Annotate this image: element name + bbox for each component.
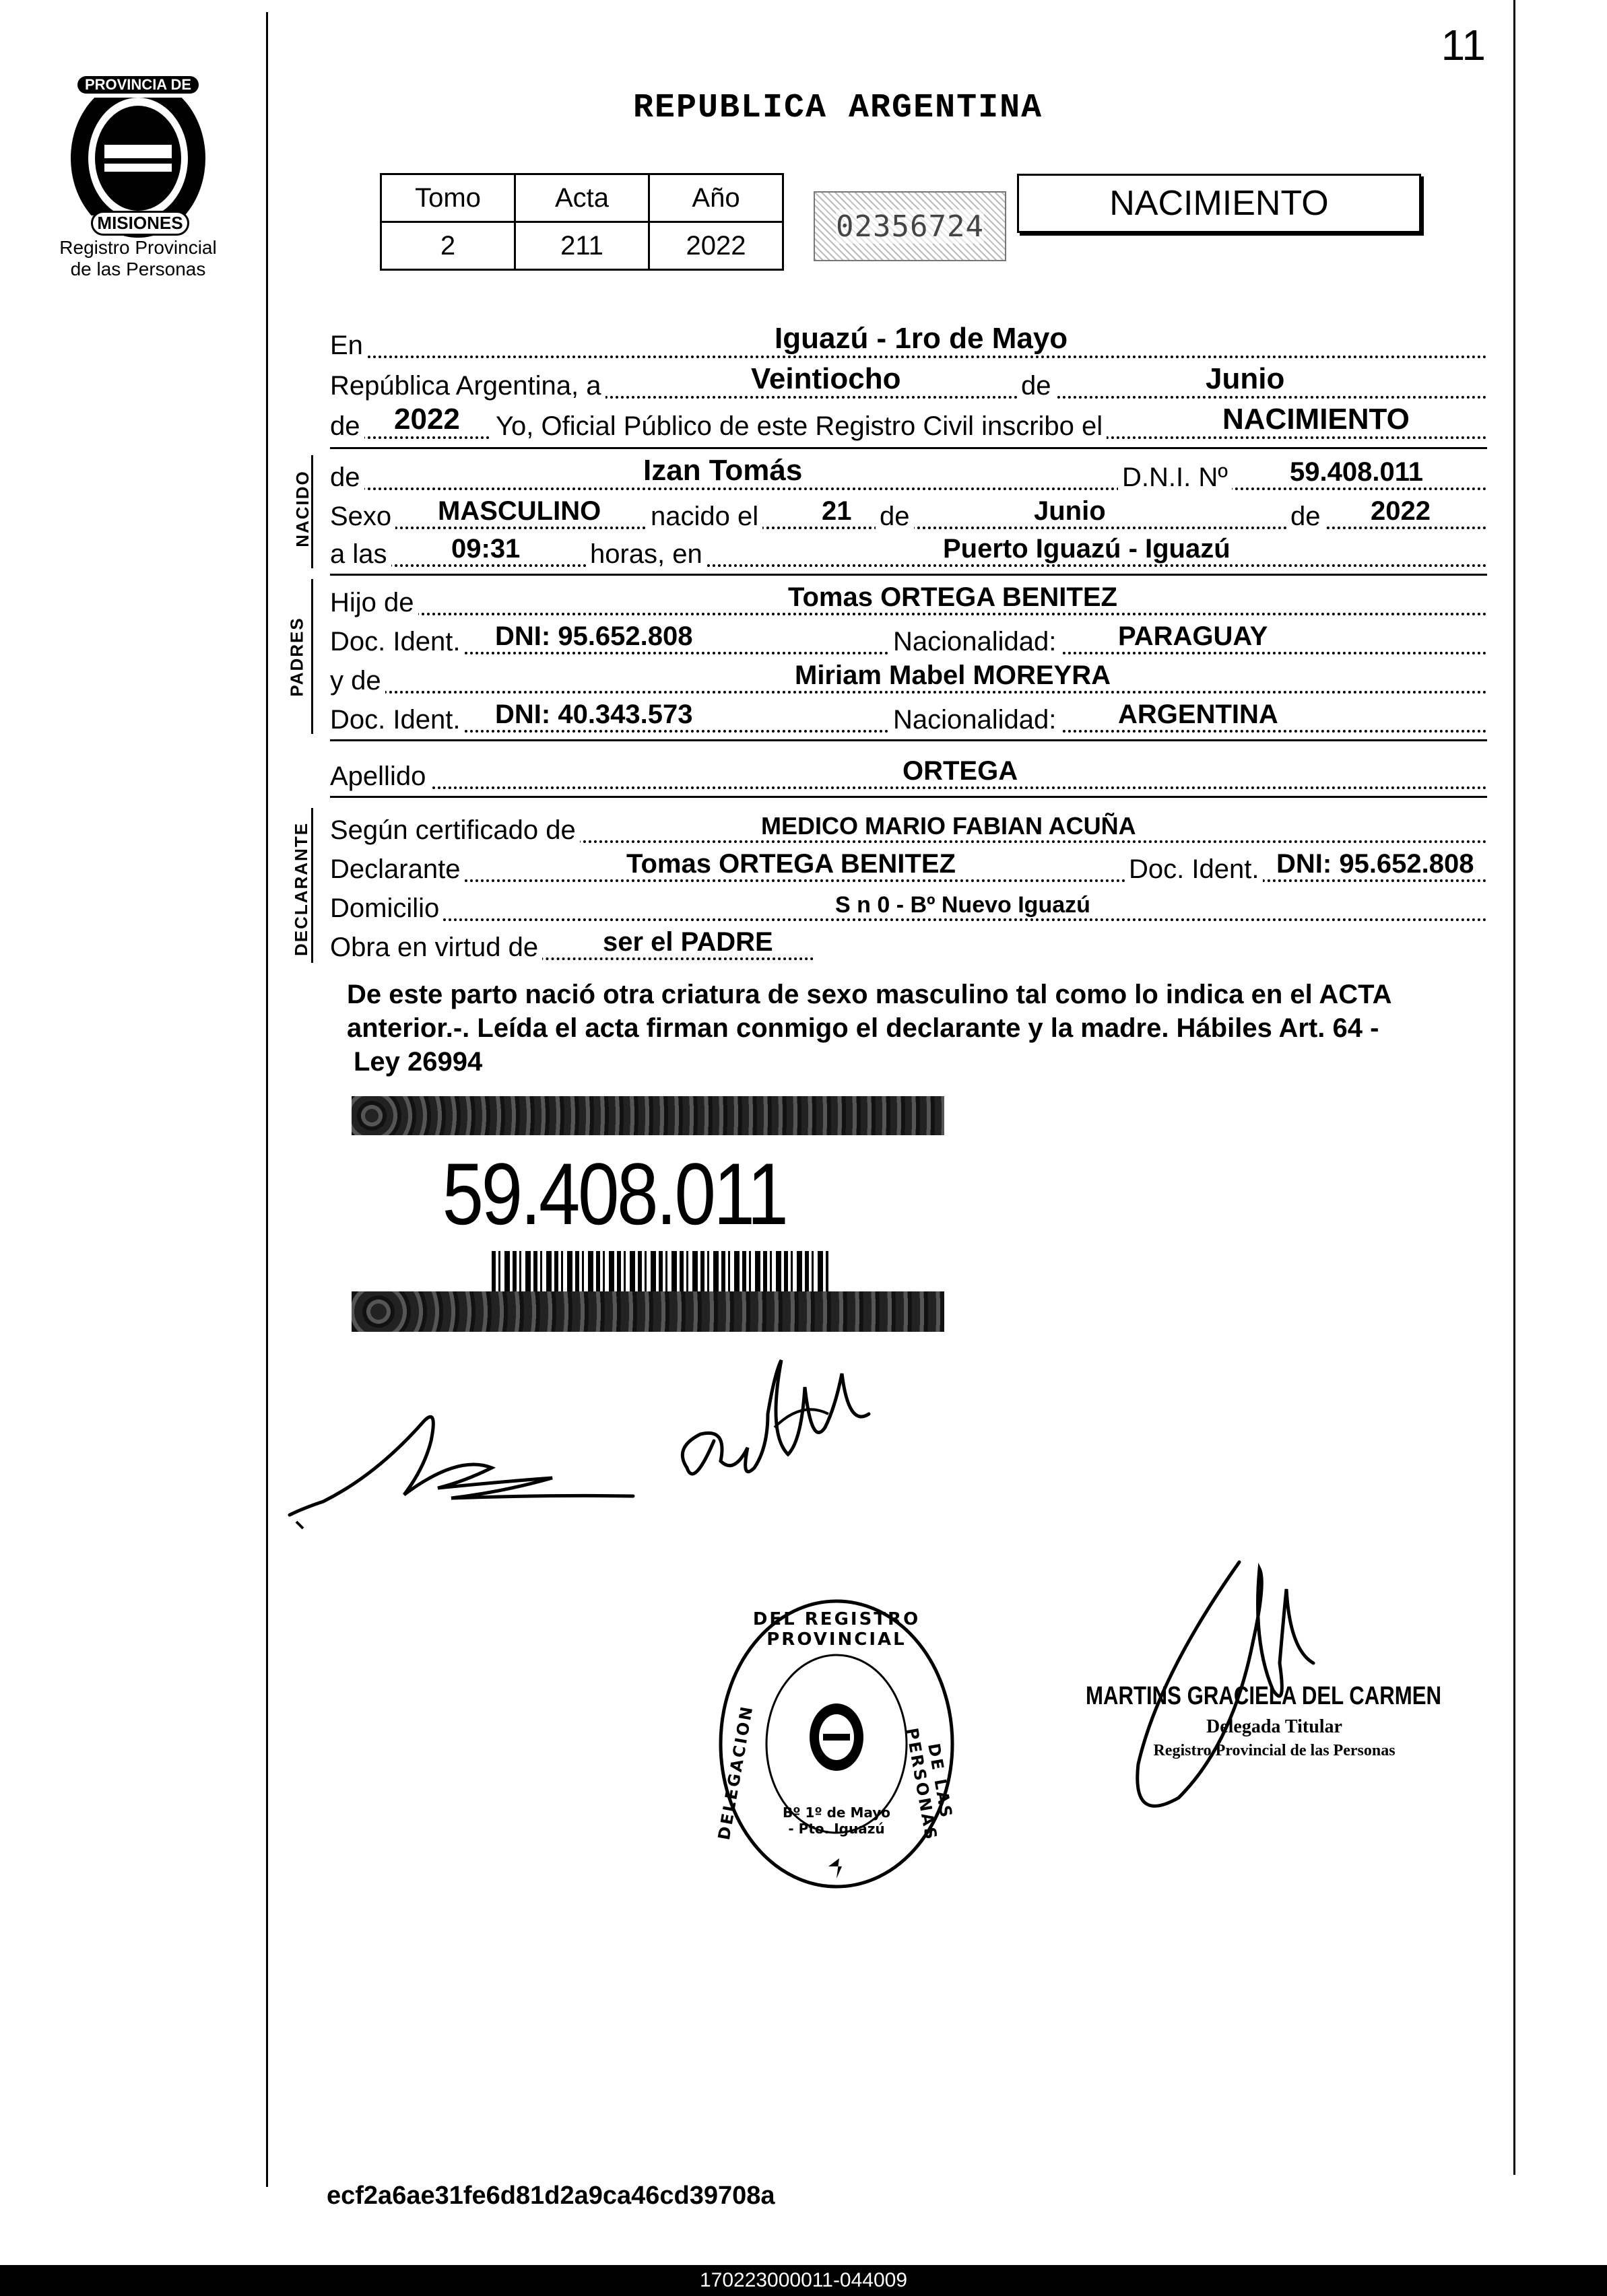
row-nacido-hora (330, 532, 1487, 571)
child-name: Izan Tomás (643, 454, 803, 487)
official-stamp (1086, 1682, 1463, 1760)
en-value: Iguazú - 1ro de Mayo (775, 322, 1068, 355)
row-obra (330, 925, 1487, 964)
birth-place: Puerto Iguazú - Iguazú (943, 534, 1231, 564)
year-prefix-label: de (330, 411, 364, 442)
notes-line3: Ley 26994 (354, 1047, 483, 1077)
apellido-value: ORTEGA (903, 756, 1018, 786)
father-doc-label: Doc. Ident. (330, 627, 464, 657)
page-number: 11 (1441, 21, 1486, 69)
domicilio-label: Domicilio (330, 893, 443, 924)
official-name: MARTINS GRACIELA DEL CARMEN (1086, 1682, 1441, 1710)
stamp-outer-left: DELEGACION (714, 1703, 757, 1842)
round-stamp (715, 1596, 958, 1892)
signature-mother-icon (667, 1333, 889, 1508)
mother-nationality-label: Nacionalidad: (889, 705, 1060, 735)
dotted-line (330, 918, 1487, 921)
month-prefix-label: de (1017, 371, 1055, 401)
mother-nationality: ARGENTINA (1118, 700, 1278, 729)
declarante-doc-label: Doc. Ident. (1125, 854, 1263, 885)
republica-label: República Argentina, a (330, 371, 605, 401)
security-code: 02356724 (836, 209, 984, 244)
declarante-label: Declarante (330, 854, 464, 885)
y-de-label: y de (330, 666, 385, 696)
father-name: Tomas ORTEGA BENITEZ (788, 582, 1117, 612)
section-divider (330, 574, 1487, 576)
birth-time: 09:31 (451, 534, 521, 564)
obra-value: ser el PADRE (603, 927, 773, 957)
section-divider (330, 796, 1487, 798)
stamp-outer-top: DEL REGISTRO PROVINCIAL (752, 1609, 921, 1650)
declarante-name: Tomas ORTEGA BENITEZ (626, 849, 956, 879)
registry-table-value-row (381, 222, 783, 270)
sticker-number: 59.408.011 (442, 1145, 787, 1243)
row-y-de (330, 659, 1487, 698)
en-label: En (330, 331, 367, 361)
stamp-inner: Bº 1º de Mayo - Pto. Iguazú (782, 1804, 891, 1837)
act-type-box: NACIMIENTO (1017, 174, 1421, 233)
right-margin-rule (1513, 0, 1515, 2175)
year-value: 2022 (394, 403, 460, 436)
registry-value-tomo: 2 (381, 222, 515, 270)
registry-value-ano: 2022 (649, 222, 783, 270)
birth-year-prefix: de (1286, 502, 1325, 532)
security-code-label (814, 191, 1006, 261)
emblem-caption-line2: de las Personas (70, 259, 206, 279)
dotted-line (330, 564, 1487, 567)
declarante-side-label: DECLARANTE (291, 821, 312, 957)
birth-year: 2022 (1371, 496, 1431, 526)
dotted-line (330, 691, 1487, 694)
day-words: Veintiocho (751, 362, 901, 395)
dotted-line (330, 879, 1487, 882)
child-sex: MASCULINO (438, 496, 601, 526)
padres-side-rule (311, 579, 313, 734)
official-role: Delegada Titular (1206, 1716, 1342, 1737)
document-hash: ecf2a6ae31fe6d81d2a9ca46cd39708a (327, 2182, 775, 2210)
official-office: Registro Provincial de las Personas (1153, 1742, 1396, 1759)
father-doc: DNI: 95.652.808 (495, 621, 693, 651)
stamp-outer-bottom: DE LAS PERSONAS (902, 1726, 956, 1843)
scan-id: 170223000011-044009 (699, 2269, 908, 2291)
emblem-caption-line1: Registro Provincial (59, 237, 217, 258)
father-nationality-label: Nacionalidad: (889, 627, 1060, 657)
notes-line1: De este parto nació otra criatura de sexo masculino tal como lo indica en el ACTA (347, 980, 1392, 1009)
certificado-value: MEDICO MARIO FABIAN ACUÑA (761, 812, 1136, 840)
nacido-de-label: de (330, 463, 364, 493)
a-las-label: a las (330, 539, 391, 570)
child-dni: 59.408.011 (1290, 457, 1423, 487)
month-value: Junio (1206, 362, 1285, 395)
dni-sticker (352, 1096, 944, 1332)
row-en (330, 323, 1487, 362)
notes-line2: anterior.-. Leída el acta firman conmigo el declarante y la madre. Hábiles Art. 64 - (347, 1013, 1379, 1043)
dotted-line (330, 613, 1487, 615)
mother-doc: DNI: 40.343.573 (495, 700, 693, 729)
sexo-label: Sexo (330, 502, 395, 532)
row-certificado (330, 808, 1487, 847)
apellido-label: Apellido (330, 762, 430, 792)
emblem-arc-top: PROVINCIA DE (77, 76, 199, 94)
birth-month-prefix: de (876, 502, 914, 532)
obra-label: Obra en virtud de (330, 933, 542, 963)
certificado-label: Según certificado de (330, 815, 580, 846)
signature-declarante-icon (283, 1380, 674, 1535)
sticker-bottom-band (352, 1291, 944, 1332)
barcode-icon (492, 1251, 828, 1293)
registry-table (380, 173, 784, 271)
row-declarante (330, 847, 1487, 886)
oficial-text: Yo, Oficial Público de este Registro Civil inscribo el (492, 411, 1107, 442)
row-domicilio (330, 886, 1487, 925)
dni-label: D.N.I. Nº (1118, 463, 1232, 493)
padres-side-label: PADRES (286, 617, 307, 697)
registry-header-ano: Año (649, 174, 783, 222)
nacido-side-label: NACIDO (292, 470, 313, 547)
inscribo-value: NACIMIENTO (1222, 403, 1410, 436)
registry-header-acta: Acta (515, 174, 649, 222)
row-apellido (330, 754, 1487, 793)
row-hijo-de (330, 580, 1487, 619)
section-divider (330, 739, 1487, 741)
horas-en-label: horas, en (586, 539, 707, 570)
domicilio-value: S n 0 - Bº Nuevo Iguazú (835, 892, 1090, 918)
father-nationality: PARAGUAY (1118, 621, 1268, 651)
row-nacido-nombre (330, 455, 1487, 494)
dotted-line (330, 487, 1487, 490)
emblem-caption (40, 237, 236, 280)
mother-name: Miriam Mabel MOREYRA (795, 661, 1111, 690)
document-title: REPUBLICA ARGENTINA (633, 89, 1043, 127)
hijo-de-label: Hijo de (330, 588, 418, 618)
dotted-line (330, 786, 1487, 789)
scan-footer-bar (0, 2265, 1607, 2296)
dotted-line (330, 356, 1487, 358)
registry-header-tomo: Tomo (381, 174, 515, 222)
birth-day: 21 (822, 496, 852, 526)
row-father-doc (330, 619, 1487, 659)
row-mother-doc (330, 698, 1487, 737)
registry-value-acta: 211 (515, 222, 649, 270)
birth-month: Junio (1034, 496, 1106, 526)
mother-doc-label: Doc. Ident. (330, 705, 464, 735)
row-republica (330, 364, 1487, 403)
notes-block (347, 978, 1519, 1079)
registry-table-header-row (381, 174, 783, 222)
row-oficial (330, 404, 1487, 443)
province-emblem (64, 71, 212, 239)
declarante-doc: DNI: 95.652.808 (1276, 849, 1474, 879)
section-divider (330, 447, 1487, 449)
sticker-top-band (352, 1096, 944, 1135)
left-margin-rule (266, 12, 268, 2187)
nacido-el-label: nacido el (647, 502, 762, 532)
row-nacido-sexo (330, 494, 1487, 533)
emblem-arc-bottom: MISIONES (91, 211, 189, 236)
